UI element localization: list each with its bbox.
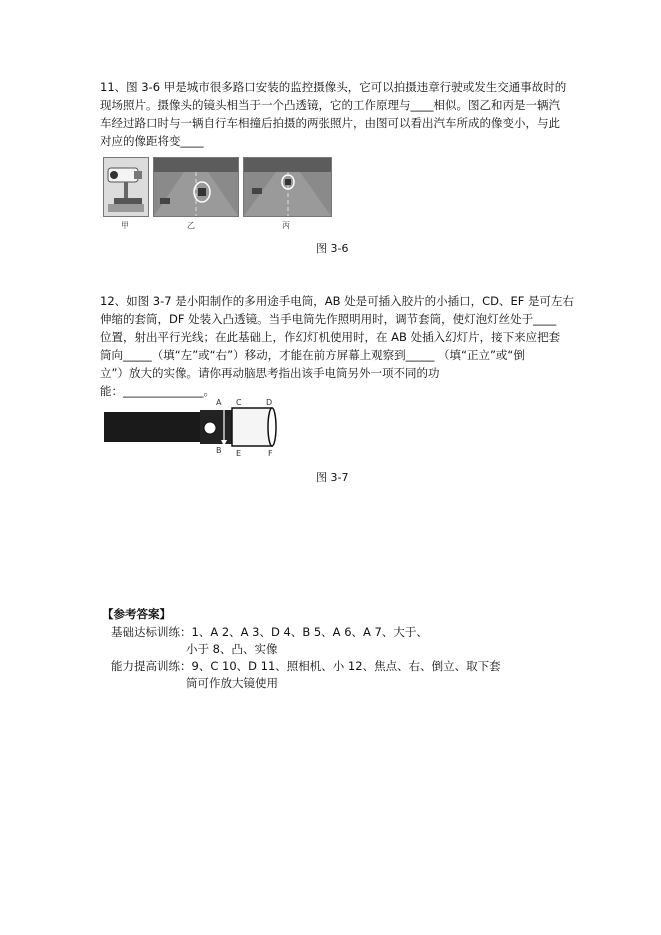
photo-label-b: 乙 <box>187 221 195 230</box>
label-c: C <box>236 398 242 407</box>
camera-photo <box>103 157 149 217</box>
photo-label-a: 甲 <box>121 221 129 230</box>
q11-line-3: 车经过路口时与一辆自行车相撞后拍摄的两张照片，由图可以看出汽车所成的像变小，与此 <box>100 116 560 130</box>
photo-b <box>153 157 239 217</box>
flashlight-diagram <box>100 396 290 460</box>
q11-line-1: 11、图 3-6 甲是城市很多路口安装的监控摄像头，它可以拍摄违章行驶或发生交通事故时的 <box>100 80 567 94</box>
surveillance-camera-icon <box>104 158 148 216</box>
figure-3-7-caption: 图 3-7 <box>316 471 349 484</box>
q12-line-3: 位置，射出平行光线；在此基础上，作幻灯机使用时，在 AB 处插入幻灯片，接下来应把套 <box>100 330 561 344</box>
photo-label-c: 丙 <box>282 221 290 230</box>
answers-line-3: 能力提高训练：9、C 10、D 11、照相机、小 12、焦点、右、倒立、取下套 <box>111 659 501 673</box>
answers-line-1: 基础达标训练：1、A 2、A 3、D 4、B 5、A 6、A 7、大于、 <box>111 625 428 639</box>
label-a: A <box>216 398 222 407</box>
q12-line-5: 立”）放大的实像。请你再动脑思考指出该手电筒另外一项不同的功 <box>100 366 440 380</box>
q11-line-4: 对应的像距将变____ <box>100 134 204 148</box>
flashlight-body <box>104 412 200 442</box>
label-e: E <box>236 449 242 458</box>
road-scene-b <box>154 158 238 216</box>
q12-line-6: 能：______________。 <box>100 384 215 398</box>
figure-3-6-caption: 图 3-6 <box>316 242 349 255</box>
q12-line-2: 伸缩的套筒，DF 处装入凸透镜。当手电筒先作照明用时，调节套筒，使灯泡灯丝处于____ <box>100 312 557 326</box>
label-f: F <box>268 449 273 458</box>
q12-line-4: 筒向_____（填“左”或“右”）移动，才能在前方屏幕上观察到_____ （填“正立”或“倒 <box>100 348 525 362</box>
road-scene-c <box>244 158 331 216</box>
photo-c <box>243 157 332 217</box>
q11-line-2: 现场照片。摄像头的镜头相当于一个凸透镜，它的工作原理与____相似。图乙和丙是一辆汽 <box>100 98 560 112</box>
answers-line-4: 筒可作放大镜使用 <box>186 676 278 690</box>
flashlight-sleeve-ef <box>232 408 272 446</box>
label-d: D <box>266 398 273 407</box>
answers-line-2: 小于 8、凸、实像 <box>186 642 278 656</box>
answers-header: 【参考答案】 <box>102 607 171 621</box>
q12-line-1: 12、如图 3-7 是小阳制作的多用途手电筒，AB 处是可插入胶片的小插口，CD、EF 是可左右 <box>100 294 575 308</box>
bulb-icon <box>204 422 216 434</box>
convex-lens <box>268 408 276 446</box>
label-b: B <box>216 446 222 455</box>
